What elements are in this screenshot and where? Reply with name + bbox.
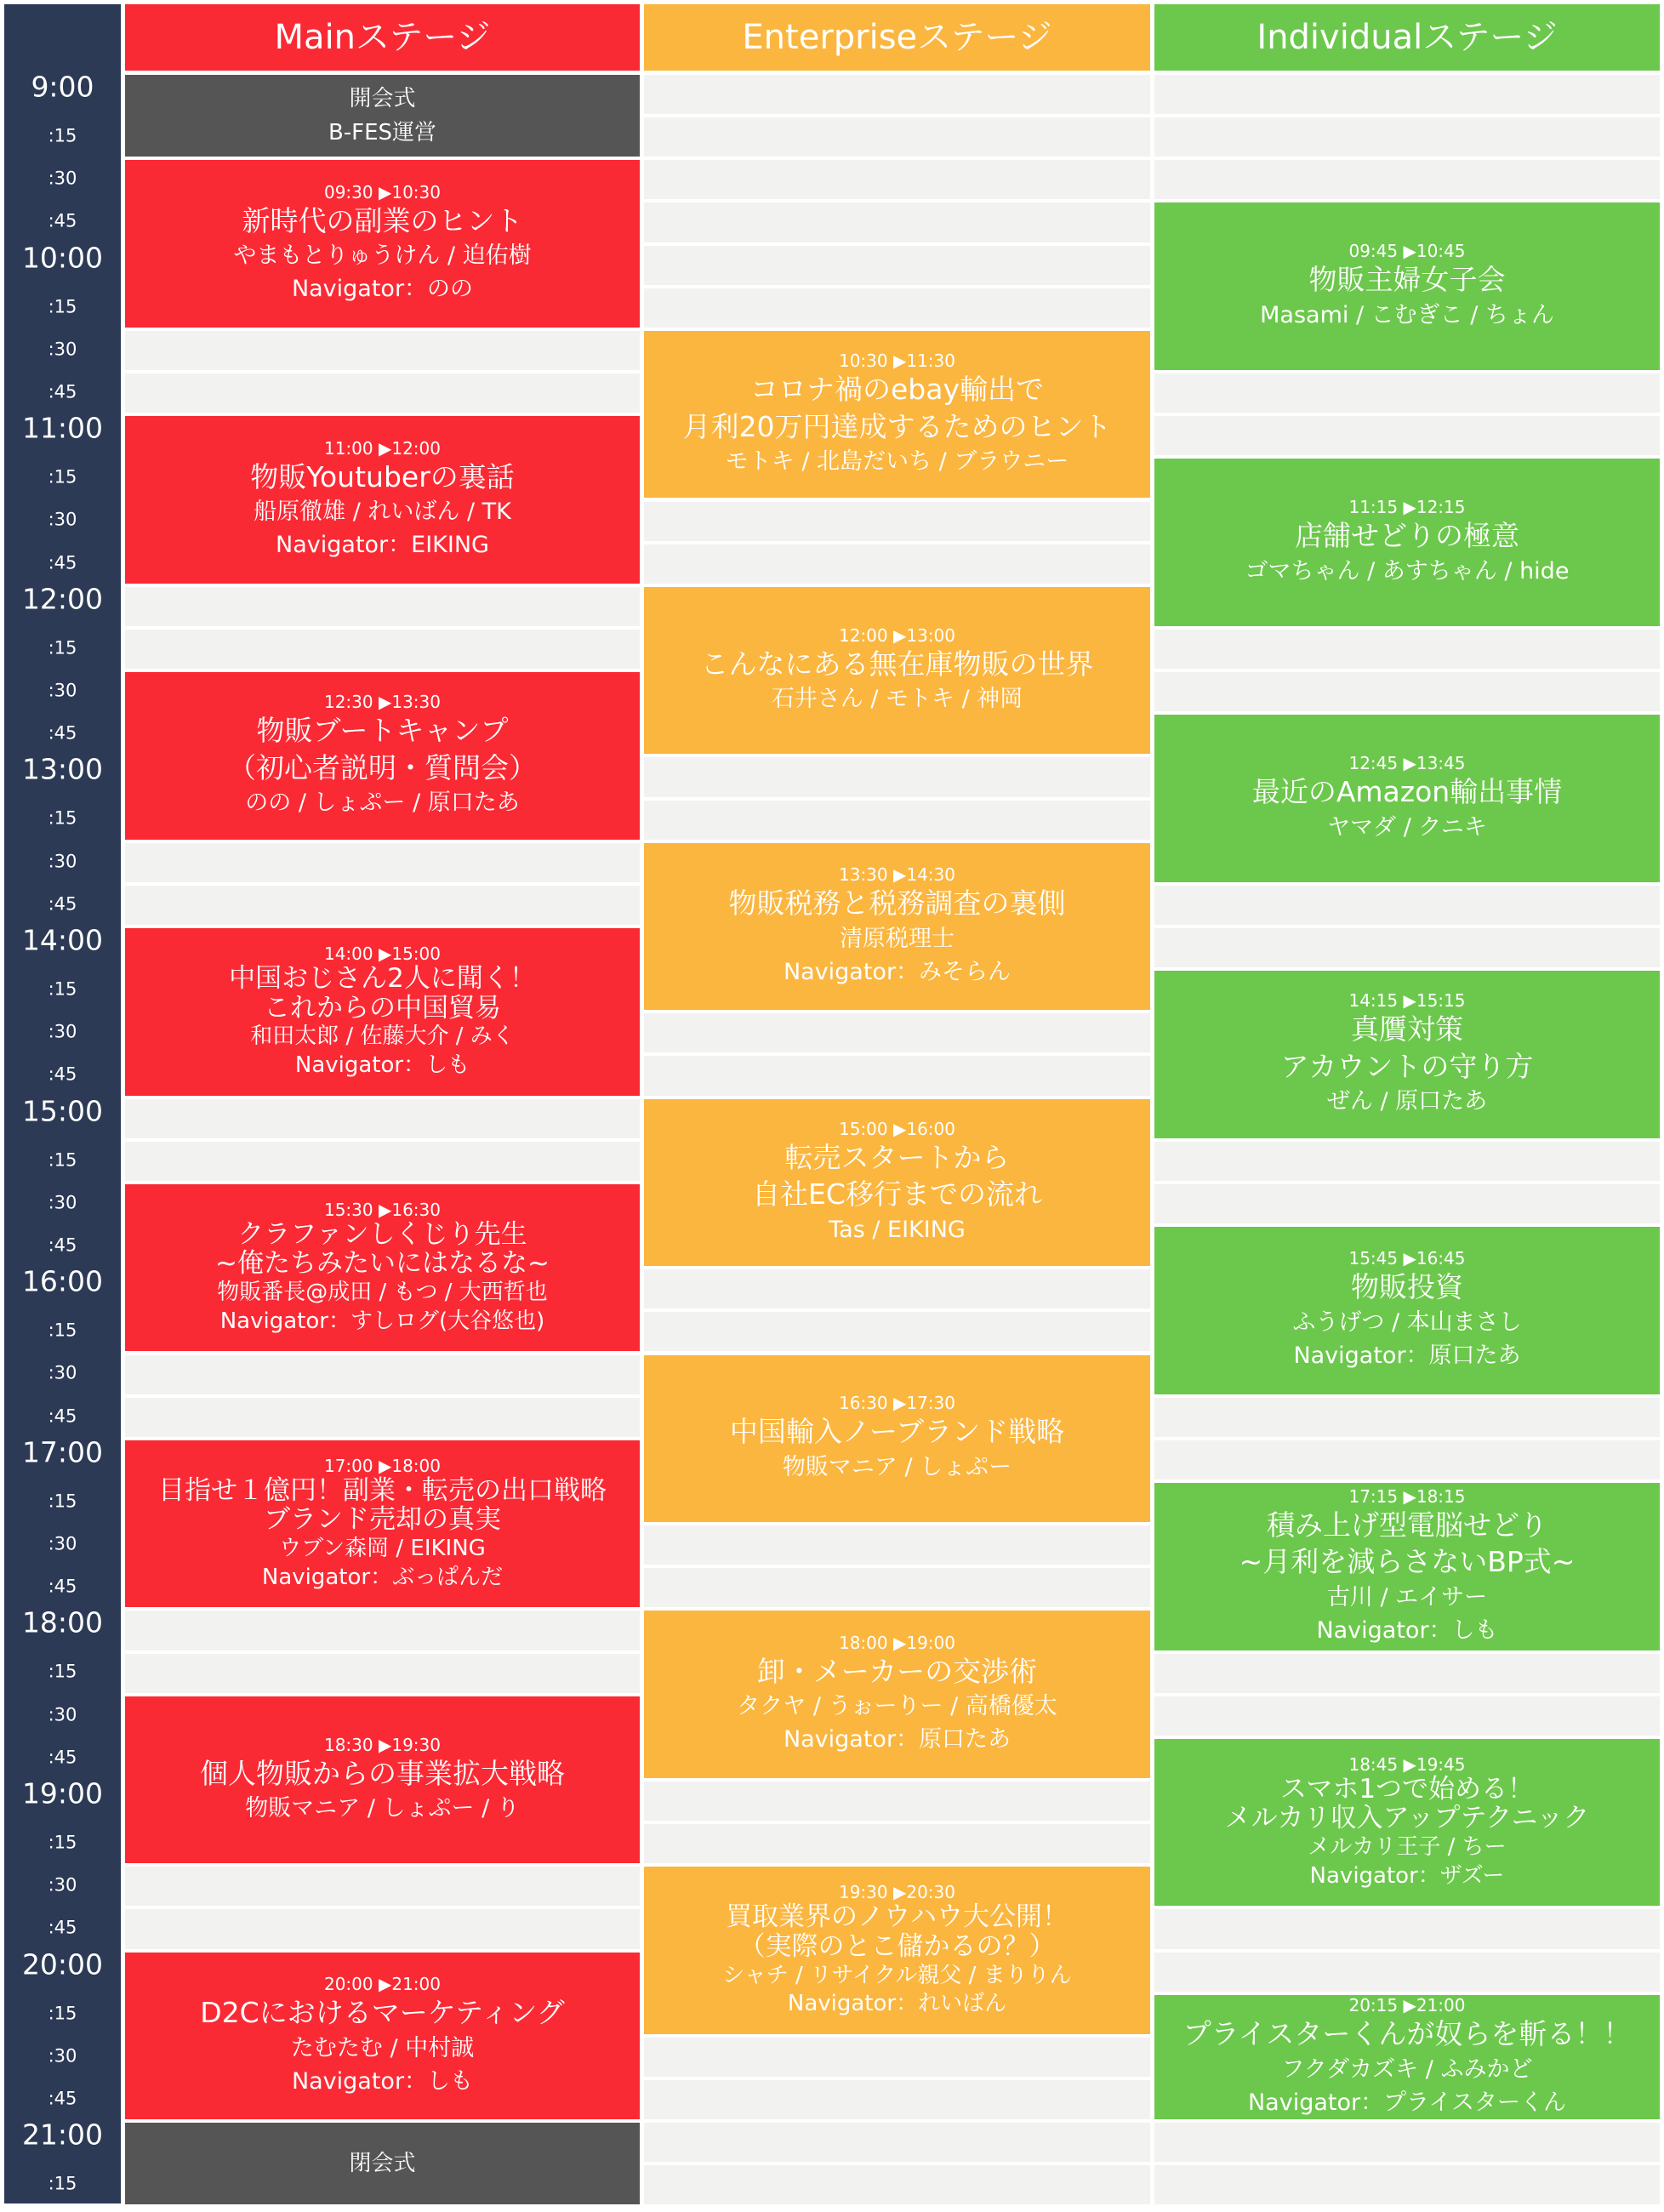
empty-slot: [1154, 1142, 1660, 1181]
session-speakers: メルカリ王子 / ちー: [1308, 1834, 1507, 1861]
session-title: 真贋対策: [1351, 1012, 1463, 1046]
empty-slot: [1154, 1654, 1660, 1693]
session-title: 月利20万円達成するためのヒント: [682, 409, 1112, 443]
empty-slot: [644, 117, 1150, 157]
time-label-quarter: :15: [48, 978, 77, 1000]
empty-slot: [644, 1782, 1150, 1821]
session-title: 個人物販からの事業拡大戦略: [200, 1756, 565, 1790]
empty-slot: [125, 331, 640, 370]
time-label-hour: 16:00: [21, 1264, 104, 1298]
session-speakers: ぜん / 原口たあ: [1326, 1088, 1488, 1115]
session-time: 10:30 ▶11:30: [838, 351, 955, 372]
empty-slot: [1154, 1953, 1660, 1992]
session-card: [644, 587, 1150, 755]
time-label-quarter: :15: [48, 296, 77, 317]
empty-slot: [644, 288, 1150, 328]
session-navigator: Navigator：しも: [294, 1052, 470, 1079]
session-time: 19:30 ▶20:30: [838, 1882, 955, 1903]
session-speakers: ウブン森岡 / EIKING: [279, 1536, 486, 1562]
session-title: 積み上げ型電脳せどり: [1267, 1508, 1547, 1542]
session-title: 物販Youtuberの裏話: [250, 459, 515, 493]
session-time: 14:00 ▶15:00: [323, 943, 441, 964]
time-label-quarter: :45: [48, 210, 77, 231]
session-card: [644, 1611, 1150, 1778]
session-title: クラファンしくじり先生: [237, 1218, 527, 1250]
session-card: [125, 1953, 640, 2120]
session-title: 最近のAmazon輸出事情: [1251, 775, 1563, 809]
empty-slot: [1154, 886, 1660, 925]
session-time: 09:30 ▶10:30: [323, 181, 441, 202]
session-card: [1154, 1227, 1660, 1394]
session-time: 18:45 ▶19:45: [1348, 1753, 1466, 1775]
session-navigator: Navigator：ザズー: [1309, 1862, 1505, 1889]
session-speakers: 古川 / エイサー: [1326, 1583, 1488, 1611]
time-label-hour: 21:00: [21, 2118, 104, 2152]
session-title: コロナ禍のebay輸出で: [749, 373, 1044, 407]
session-title: 店舗せどりの極意: [1295, 519, 1519, 553]
session-navigator: Navigator：すしログ(大谷悠也): [219, 1308, 545, 1334]
empty-slot: [1154, 1440, 1660, 1479]
session-speakers: フクダカズキ / ふみかど: [1281, 2055, 1533, 2083]
empty-slot: [644, 2165, 1150, 2204]
session-title: 買取業界のノウハウ大公開！: [726, 1901, 1068, 1933]
ceremony-block: [125, 75, 640, 157]
session-card: [125, 416, 640, 584]
session-card: [644, 1099, 1150, 1267]
time-label-quarter: :15: [48, 1320, 77, 1341]
session-title: 卸・メーカーの交渉術: [756, 1654, 1038, 1688]
session-time: 20:00 ▶21:00: [323, 1973, 441, 1994]
time-label-quarter: :30: [48, 339, 77, 360]
time-label-quarter: :15: [48, 466, 77, 487]
empty-slot: [644, 1056, 1150, 1095]
ceremony-block: [125, 2123, 640, 2204]
session-speakers: タクヤ / うぉーりー / 高橋優太: [737, 1693, 1057, 1720]
empty-slot: [125, 1099, 640, 1138]
empty-slot: [1154, 1696, 1660, 1736]
session-title: ~月利を減らさないBP式~: [1239, 1545, 1576, 1579]
session-time: 18:00 ▶19:00: [838, 1632, 955, 1653]
time-label-quarter: :45: [48, 381, 77, 402]
empty-slot: [1154, 2165, 1660, 2204]
empty-slot: [1154, 1184, 1660, 1223]
session-time: 15:00 ▶16:00: [838, 1118, 955, 1139]
session-time: 20:15 ▶21:00: [1348, 1995, 1466, 2016]
empty-slot: [1154, 75, 1660, 114]
session-time: 11:00 ▶12:00: [323, 437, 441, 459]
time-label-quarter: :45: [48, 1747, 77, 1768]
session-card: [125, 928, 640, 1096]
time-label-hour: 15:00: [21, 1094, 104, 1128]
time-label-quarter: :30: [48, 1874, 77, 1896]
session-card: [125, 1440, 640, 1608]
session-navigator: Navigator：EIKING: [276, 532, 489, 559]
time-label-quarter: :30: [48, 680, 77, 701]
empty-slot: [125, 1398, 640, 1437]
session-card: [1154, 202, 1660, 370]
session-card: [644, 1867, 1150, 2034]
stage-header-individual: Individualステージ: [1154, 4, 1660, 71]
time-label-quarter: :15: [48, 1832, 77, 1853]
empty-slot: [1154, 1909, 1660, 1948]
session-card: [644, 331, 1150, 499]
time-label-hour: 14:00: [21, 923, 104, 957]
empty-slot: [125, 587, 640, 626]
stage-header-main: Mainステージ: [125, 4, 640, 71]
session-speakers: Tas / EIKING: [829, 1216, 966, 1243]
session-title: 自社EC移行までの流れ: [752, 1177, 1042, 1211]
session-speakers: 石井さん / モトキ / 神岡: [771, 686, 1023, 713]
time-label-quarter: :15: [48, 2003, 77, 2024]
session-title: 中国おじさん2人に聞く！: [229, 962, 536, 994]
time-label-quarter: :30: [48, 1533, 77, 1554]
session-speakers: 物販マニア / しょぷー: [782, 1454, 1012, 1480]
empty-slot: [1154, 373, 1660, 413]
session-card: [1154, 459, 1660, 626]
session-speakers: Masami / こむぎこ / ちょん: [1260, 301, 1554, 328]
session-card: [125, 160, 640, 328]
session-title: 目指せ１億円！副業・転売の出口戦略: [158, 1474, 607, 1506]
empty-slot: [644, 75, 1150, 114]
session-title: 中国輸入ノーブランド戦略: [729, 1415, 1065, 1449]
empty-slot: [644, 1312, 1150, 1351]
session-navigator: Navigator：原口たあ: [783, 1726, 1012, 1753]
session-speakers: たむたむ / 中村誠: [290, 2034, 475, 2061]
empty-slot: [644, 2080, 1150, 2119]
session-title: スマホ1つで始める！: [1279, 1773, 1535, 1804]
session-speakers: 物販マニア / しょぷー / り: [245, 1795, 520, 1822]
time-label-quarter: :30: [48, 1704, 77, 1725]
empty-slot: [644, 2038, 1150, 2077]
session-card: [1154, 971, 1660, 1138]
session-navigator: Navigator：ぶっぱんだ: [261, 1564, 504, 1590]
time-label-quarter: :45: [48, 1405, 77, 1426]
session-card: [644, 843, 1150, 1011]
empty-slot: [644, 2123, 1150, 2162]
session-card: [125, 1184, 640, 1352]
session-speakers: のの / しょぷー / 原口たあ: [245, 790, 520, 817]
session-title: ~俺たちみたいにはなるな~: [215, 1248, 550, 1280]
session-title: 物販主婦女子会: [1308, 263, 1506, 297]
session-title: 開会式: [349, 85, 416, 111]
session-title: （初心者説明・質問会）: [228, 750, 537, 784]
session-navigator: Navigator：のの: [291, 276, 474, 303]
empty-slot: [644, 544, 1150, 584]
time-label-quarter: :30: [48, 1021, 77, 1042]
session-speakers: ゴマちゃん / あすちゃん / hide: [1245, 557, 1570, 584]
empty-slot: [1154, 672, 1660, 711]
session-title: 転売スタートから: [784, 1140, 1010, 1174]
empty-slot: [125, 843, 640, 882]
session-speakers: モトキ / 北島だいち / ブラウニー: [725, 448, 1069, 476]
session-card: [1154, 1995, 1660, 2119]
time-label-quarter: :45: [48, 2088, 77, 2109]
session-title: D2Cにおけるマーケティング: [200, 1995, 565, 2029]
session-navigator: Navigator：しも: [291, 2067, 474, 2095]
session-title: B-FES運営: [328, 120, 437, 146]
empty-slot: [1154, 2123, 1660, 2162]
time-label-quarter: :30: [48, 168, 77, 189]
session-card: [1154, 1739, 1660, 1907]
session-card: [644, 1355, 1150, 1523]
session-time: 11:15 ▶12:15: [1348, 497, 1466, 518]
time-label-hour: 19:00: [21, 1776, 104, 1810]
session-card: [1154, 1483, 1660, 1650]
empty-slot: [644, 757, 1150, 796]
time-label-hour: 11:00: [21, 411, 104, 445]
session-time: 18:30 ▶19:30: [323, 1734, 441, 1755]
time-label-hour: 18:00: [21, 1605, 104, 1639]
empty-slot: [644, 1568, 1150, 1607]
time-label-quarter: :15: [48, 637, 77, 658]
time-label-quarter: :30: [48, 509, 77, 530]
time-label-quarter: :15: [48, 125, 77, 146]
session-title: 物販ブートキャンプ: [256, 714, 509, 748]
session-time: 17:15 ▶18:15: [1348, 1485, 1466, 1507]
session-time: 09:45 ▶10:45: [1348, 241, 1466, 262]
session-title: こんなにある無在庫物販の世界: [700, 647, 1094, 681]
time-label-quarter: :15: [48, 1149, 77, 1171]
time-label-quarter: :45: [48, 552, 77, 573]
session-time: 12:30 ▶13:30: [323, 692, 441, 713]
session-title: アカウントの守り方: [1280, 1049, 1534, 1083]
time-label-quarter: :45: [48, 1234, 77, 1256]
empty-slot: [644, 1269, 1150, 1308]
time-label-quarter: :15: [48, 2173, 77, 2194]
empty-slot: [1154, 630, 1660, 669]
session-speakers: 清原税理士: [840, 925, 955, 952]
empty-slot: [644, 246, 1150, 285]
empty-slot: [1154, 416, 1660, 455]
session-navigator: Navigator：みそらん: [783, 958, 1012, 985]
empty-slot: [1154, 160, 1660, 199]
time-label-quarter: :45: [48, 1917, 77, 1938]
session-title: 閉会式: [349, 2151, 416, 2177]
time-label-hour: 17:00: [21, 1435, 104, 1469]
session-time: 12:00 ▶13:00: [838, 624, 955, 646]
empty-slot: [1154, 117, 1660, 157]
session-speakers: 物販番長@成田 / もつ / 大西哲也: [217, 1280, 548, 1306]
empty-slot: [125, 1611, 640, 1650]
time-label-quarter: :30: [48, 1192, 77, 1213]
session-title: 新時代の副業のヒント: [242, 203, 523, 237]
empty-slot: [125, 1355, 640, 1394]
empty-slot: [125, 1142, 640, 1181]
time-label-quarter: :15: [48, 807, 77, 829]
session-navigator: Navigator：プライスターくん: [1247, 2089, 1567, 2116]
session-time: 16:30 ▶17:30: [838, 1393, 955, 1414]
time-label-quarter: :30: [48, 1362, 77, 1383]
empty-slot: [644, 160, 1150, 199]
empty-slot: [125, 630, 640, 669]
session-speakers: ヤマダ / クニキ: [1327, 813, 1487, 841]
empty-slot: [644, 502, 1150, 541]
time-label-quarter: :30: [48, 851, 77, 872]
session-card: [125, 672, 640, 840]
session-time: 15:45 ▶16:45: [1348, 1248, 1466, 1269]
time-label-quarter: :30: [48, 2045, 77, 2067]
session-title: （実際のとこ儲かるの？）: [738, 1930, 1056, 1962]
empty-slot: [644, 202, 1150, 242]
empty-slot: [125, 373, 640, 413]
session-time: 14:15 ▶15:15: [1348, 990, 1466, 1012]
session-title: 物販税務と税務調査の裏側: [728, 887, 1066, 921]
session-navigator: Navigator：しも: [1316, 1616, 1498, 1644]
empty-slot: [644, 801, 1150, 840]
empty-slot: [1154, 1398, 1660, 1437]
time-label-hour: 20:00: [21, 1947, 104, 1981]
time-label-quarter: :45: [48, 1576, 77, 1597]
time-label-quarter: :45: [48, 722, 77, 744]
session-speakers: やまもとりゅうけん / 迫佑樹: [233, 242, 532, 270]
session-speakers: シャチ / リサイクル親父 / まりりん: [722, 1962, 1072, 1988]
time-label-hour: 13:00: [21, 752, 104, 786]
time-label-quarter: :15: [48, 1661, 77, 1682]
time-label-quarter: :15: [48, 1491, 77, 1512]
empty-slot: [644, 1525, 1150, 1565]
session-navigator: Navigator：原口たあ: [1293, 1343, 1521, 1370]
session-time: 13:30 ▶14:30: [838, 864, 955, 886]
session-title: プライスターくんが奴らを斬る！！: [1182, 2017, 1632, 2051]
empty-slot: [644, 1824, 1150, 1863]
time-label-hour: 10:00: [21, 241, 104, 275]
session-title: ブランド売却の真実: [264, 1504, 501, 1536]
session-card: [125, 1696, 640, 1864]
session-speakers: 船原徹雄 / れいばん / TK: [254, 499, 511, 526]
time-column: [4, 4, 121, 2203]
session-title: これからの中国貿易: [264, 992, 501, 1023]
session-speakers: ふうげつ / 本山まさし: [1292, 1308, 1522, 1336]
empty-slot: [125, 1909, 640, 1948]
session-speakers: 和田太郎 / 佐藤大介 / みく: [250, 1023, 515, 1050]
session-time: 17:00 ▶18:00: [323, 1455, 441, 1476]
time-label-hour: 12:00: [21, 582, 104, 616]
empty-slot: [644, 1013, 1150, 1052]
session-time: 15:30 ▶16:30: [323, 1199, 441, 1220]
empty-slot: [125, 1654, 640, 1693]
session-card: [1154, 715, 1660, 882]
time-label-quarter: :45: [48, 1063, 77, 1085]
time-label-hour: 9:00: [31, 70, 94, 104]
session-title: メルカリ収入アップテクニック: [1224, 1803, 1590, 1834]
session-title: 物販投資: [1351, 1270, 1463, 1304]
empty-slot: [125, 886, 640, 925]
stage-header-enterprise: Enterpriseステージ: [644, 4, 1150, 71]
empty-slot: [1154, 928, 1660, 967]
time-label-quarter: :45: [48, 893, 77, 915]
session-navigator: Navigator：れいばん: [787, 1991, 1007, 2017]
empty-slot: [125, 1867, 640, 1906]
session-time: 12:45 ▶13:45: [1348, 753, 1466, 774]
